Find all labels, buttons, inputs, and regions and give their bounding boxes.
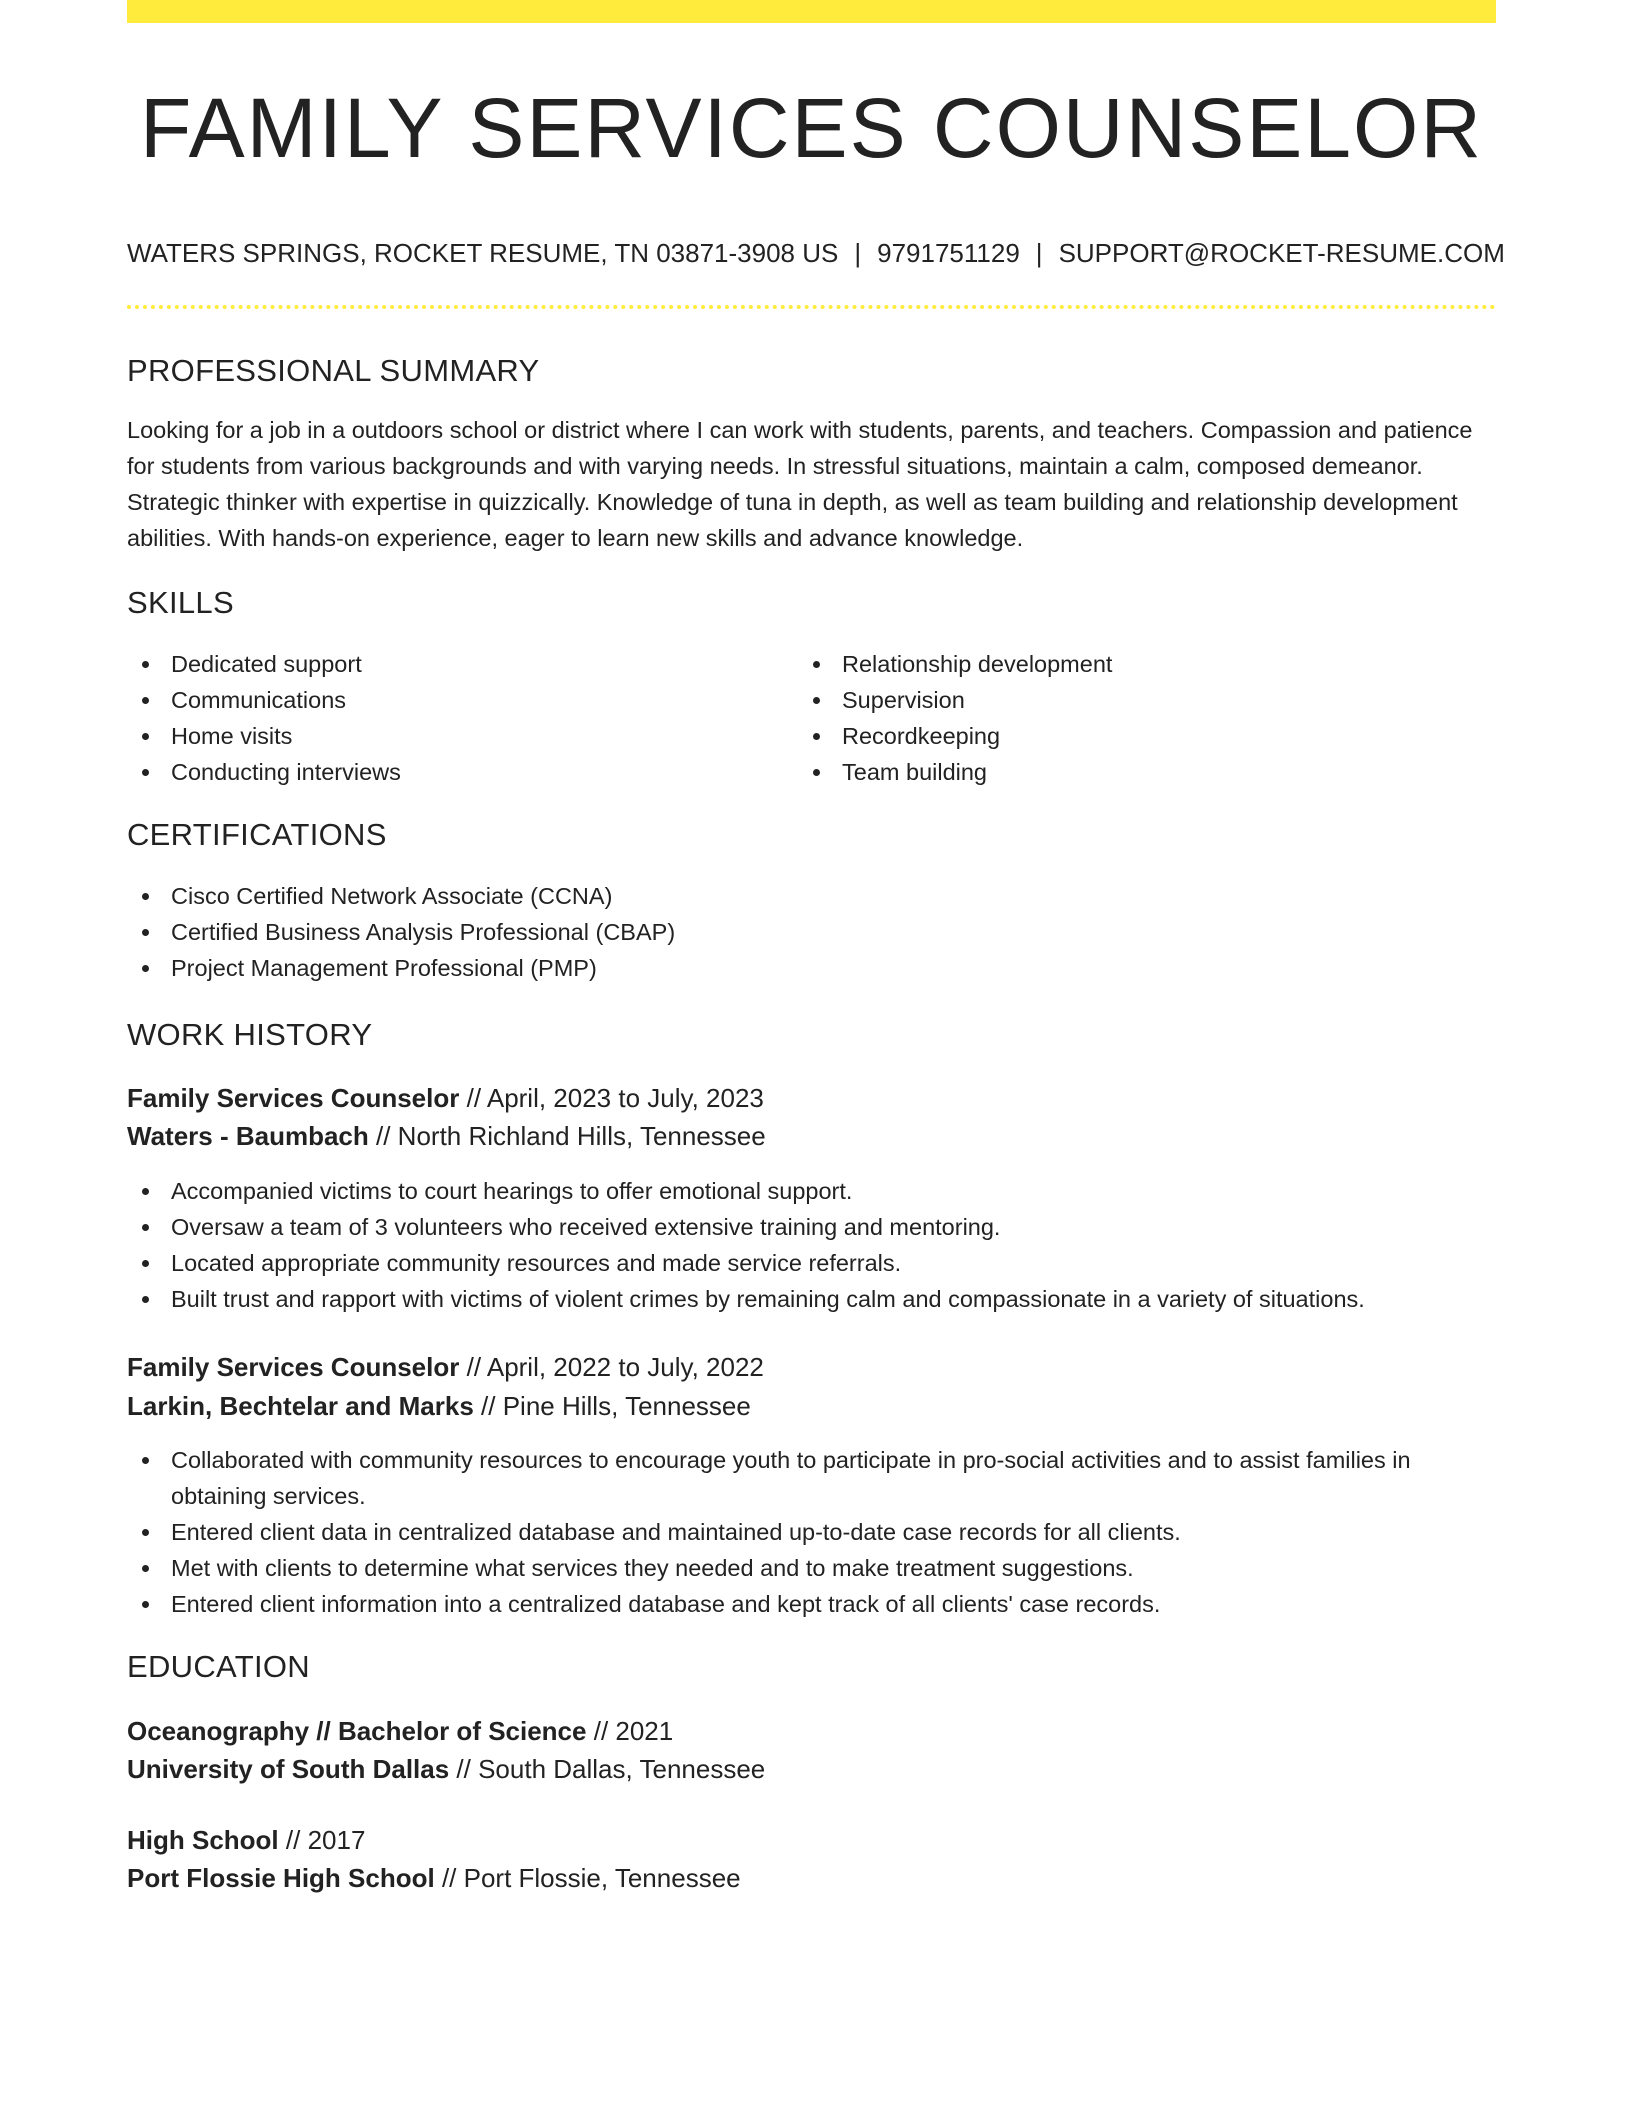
job-bullets [127,1442,1496,1622]
skills-list-left [127,646,787,790]
contact-email: SUPPORT@ROCKET-RESUME.COM [1058,238,1505,268]
education-school-line [127,1750,765,1788]
job-bullets [127,1173,1496,1317]
education-school-line [127,1859,741,1897]
work-history-heading: WORK HISTORY [127,1017,373,1052]
job-bullet: Located appropriate community resources and made service referrals. [127,1245,1496,1281]
education-location: // Port Flossie, Tennessee [441,1863,741,1893]
skill-item: Communications [127,682,787,718]
job-company-line [127,1387,751,1425]
job-company: Waters - Baumbach [127,1121,369,1151]
skills-heading: SKILLS [127,585,234,620]
skill-item: Conducting interviews [127,754,787,790]
education-year: // 2021 [593,1716,674,1746]
job-dates: // April, 2023 to July, 2023 [466,1083,764,1113]
education-degree-line [127,1821,365,1859]
job-bullet: Met with clients to determine what services they needed and to make treatment suggestions. [127,1550,1496,1586]
job-company-line [127,1117,766,1155]
job-bullet: Accompanied victims to court hearings to offer emotional support. [127,1173,1496,1209]
contact-separator: | [854,238,862,268]
job-location: // North Richland Hills, Tennessee [376,1121,766,1151]
job-bullet: Oversaw a team of 3 volunteers who received extensive training and mentoring. [127,1209,1496,1245]
skill-item: Home visits [127,718,787,754]
certification-item: Project Management Professional (PMP) [127,950,1496,986]
education-degree-line [127,1712,673,1750]
skill-item: Supervision [798,682,1478,718]
job-location: // Pine Hills, Tennessee [481,1391,751,1421]
education-school: University of South Dallas [127,1754,450,1784]
resume-title: FAMILY SERVICES COUNSELOR [139,81,1484,175]
skill-item: Relationship development [798,646,1478,682]
job-title: Family Services Counselor [127,1352,460,1382]
job-title: Family Services Counselor [127,1083,460,1113]
skill-item: Dedicated support [127,646,787,682]
header-divider [127,305,1496,309]
job-company: Larkin, Bechtelar and Marks [127,1391,474,1421]
job-bullet: Entered client data in centralized database and maintained up-to-date case records for all clients. [127,1514,1496,1550]
skill-item: Team building [798,754,1478,790]
skill-item: Recordkeeping [798,718,1478,754]
job-bullet: Collaborated with community resources to encourage youth to participate in pro-social activities and to assist families in obtaining services. [127,1442,1496,1514]
education-location: // South Dallas, Tennessee [456,1754,766,1784]
job-title-line [127,1079,764,1117]
certifications-list [127,878,1496,986]
job-title-line [127,1348,764,1386]
contact-phone: 9791751129 [877,238,1020,268]
skills-list-right [798,646,1478,790]
contact-separator: | [1035,238,1043,268]
education-heading: EDUCATION [127,1649,310,1684]
contact-line [127,236,1505,270]
accent-bar [127,0,1496,23]
job-dates: // April, 2022 to July, 2022 [466,1352,764,1382]
resume-page [127,0,1505,2112]
certifications-heading: CERTIFICATIONS [127,817,387,852]
certification-item: Cisco Certified Network Associate (CCNA) [127,878,1496,914]
education-degree: High School [127,1825,279,1855]
education-degree: Oceanography // Bachelor of Science [127,1716,587,1746]
job-bullet: Built trust and rapport with victims of violent crimes by remaining calm and compassionate in a variety of situations. [127,1281,1496,1317]
education-year: // 2017 [285,1825,366,1855]
education-school: Port Flossie High School [127,1863,435,1893]
summary-text: Looking for a job in a outdoors school or district where I can work with students, parents, and teachers. Compassion and patience for students from various backgrounds and with varying needs. In stressful situations, maintain a calm, composed demeanor. Strategic thinker with expertise in quizzically. Knowledge of tuna in depth, as well as team building and relationship development abilities. With hands-on experience, eager to learn new skills and advance knowledge. [127,417,1473,551]
summary-heading: PROFESSIONAL SUMMARY [127,353,540,388]
contact-address: WATERS SPRINGS, ROCKET RESUME, TN 03871-3908 US [127,238,839,268]
job-bullet: Entered client information into a centralized database and kept track of all clients' case records. [127,1586,1496,1622]
certification-item: Certified Business Analysis Professional (CBAP) [127,914,1496,950]
